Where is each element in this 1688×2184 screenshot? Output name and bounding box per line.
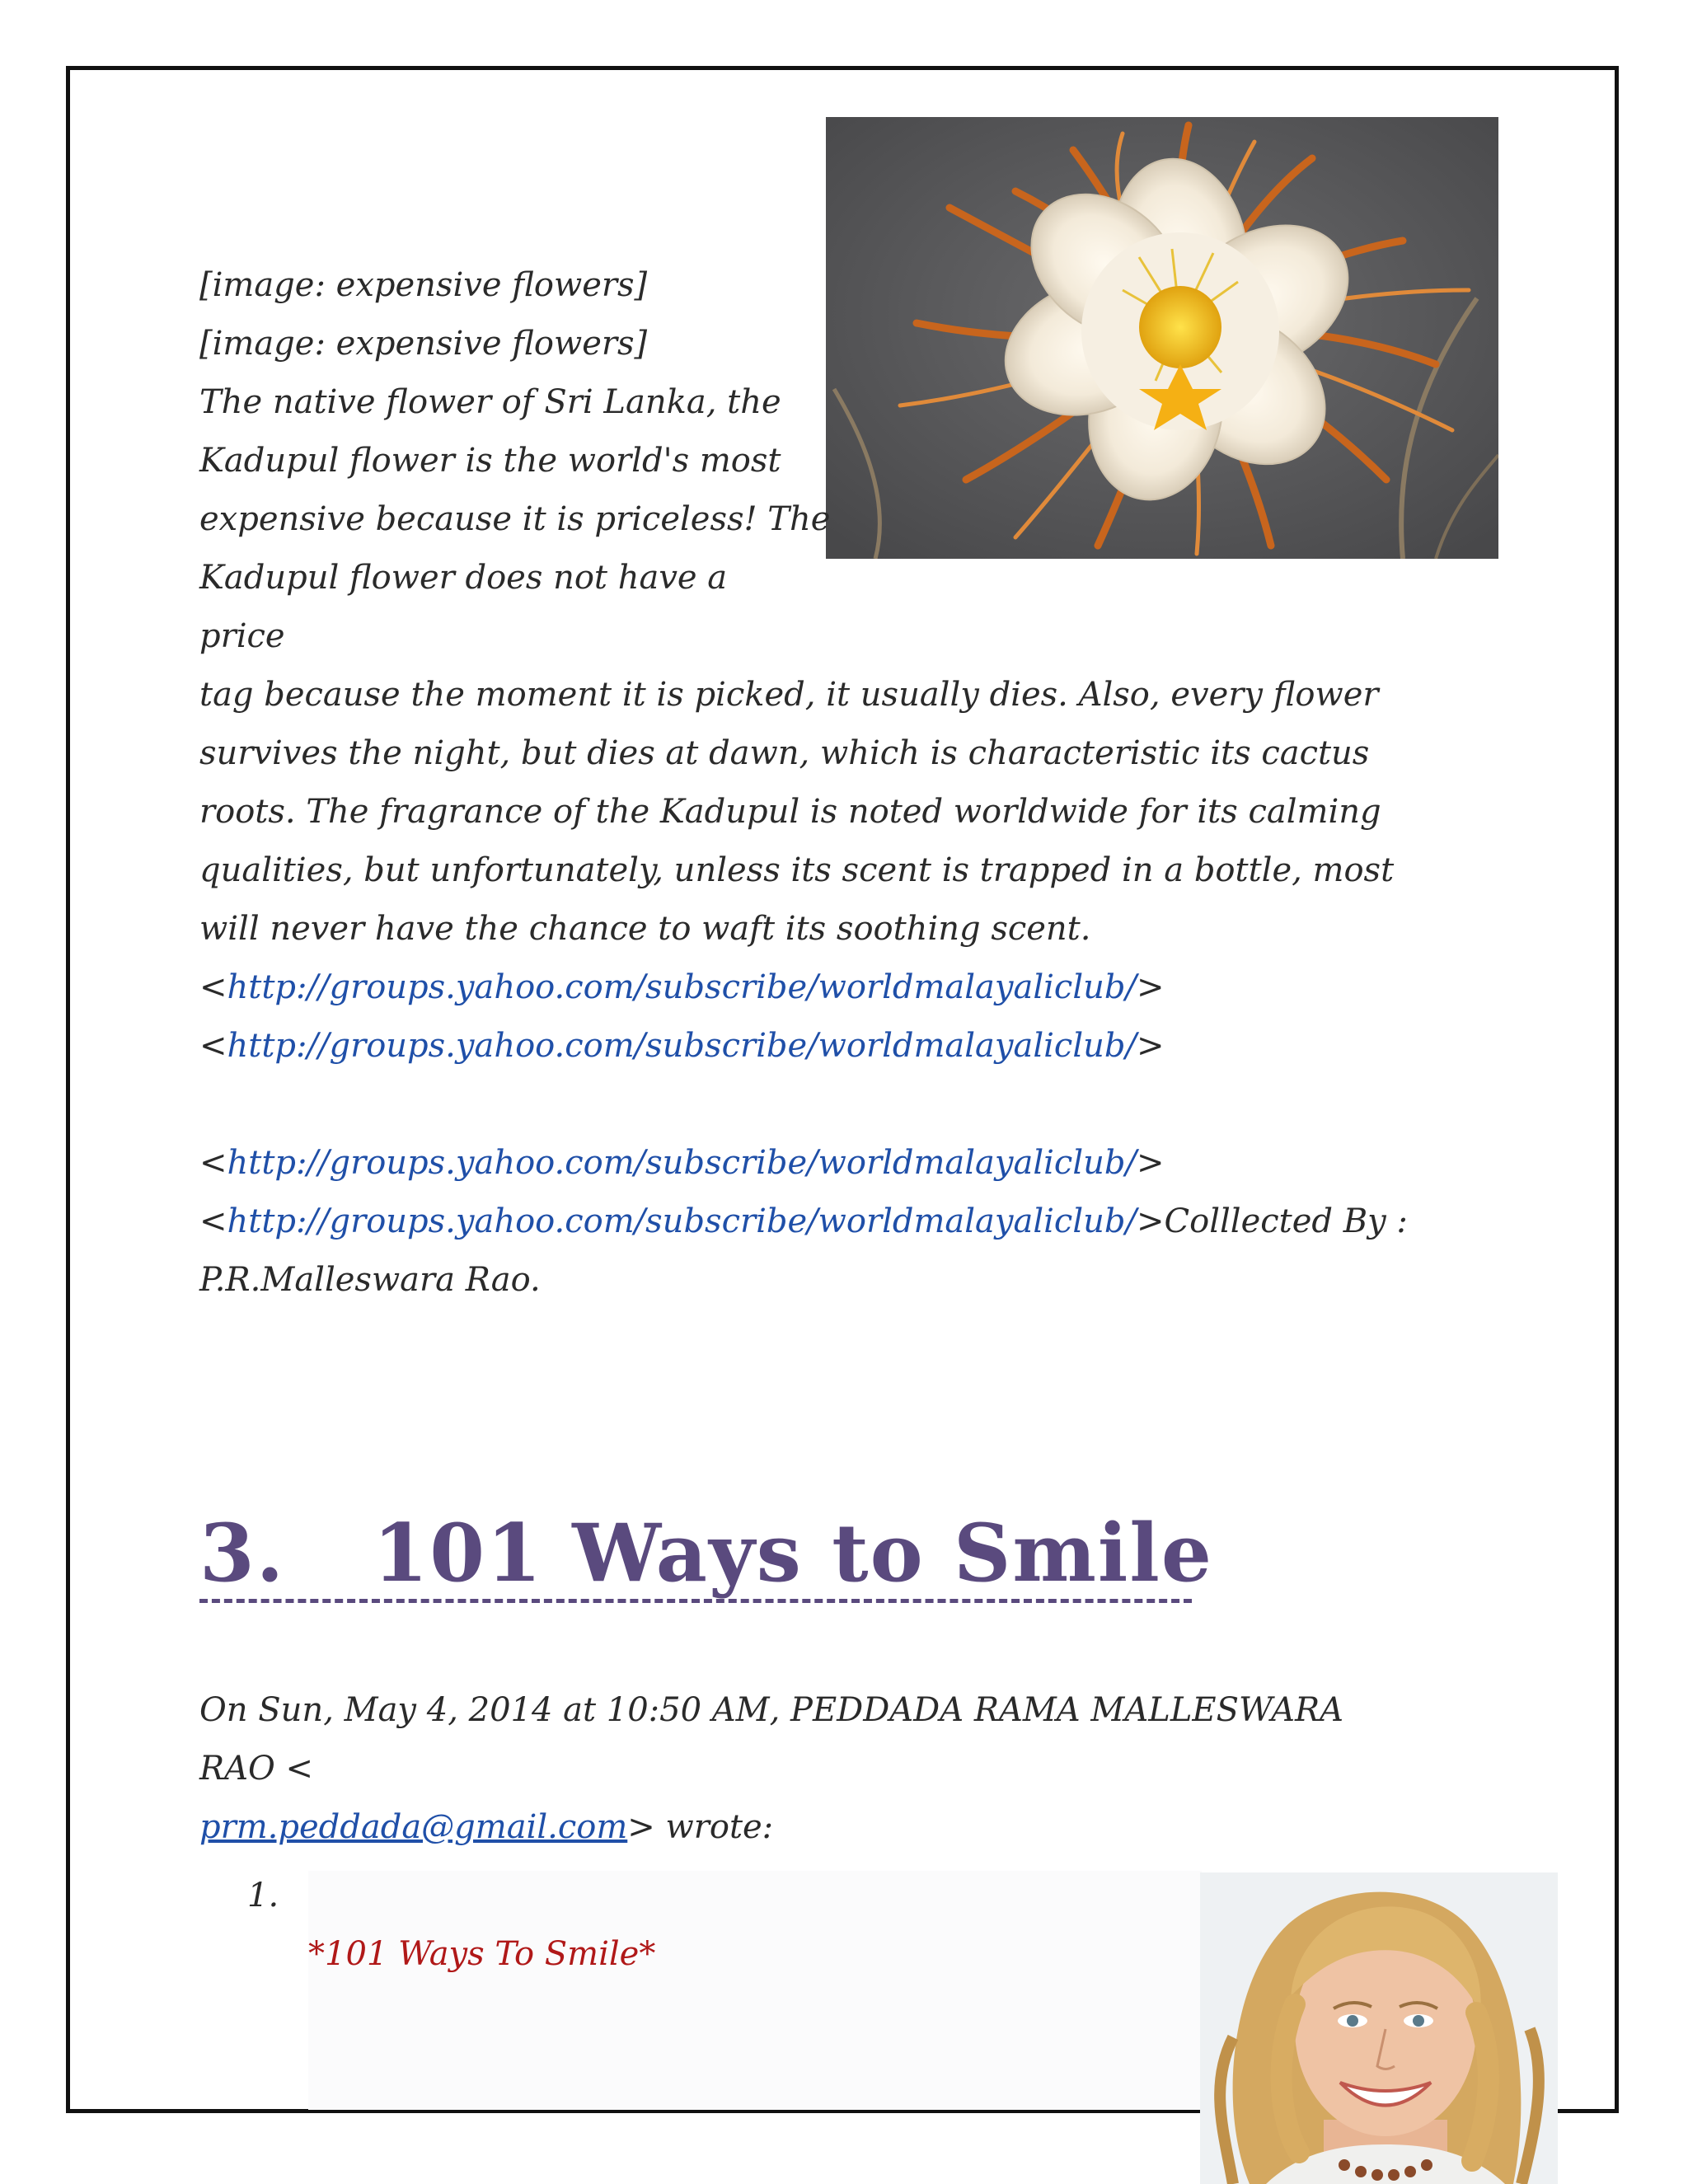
bracket: > [1136, 968, 1165, 1006]
smiling-woman-photo [1200, 1872, 1558, 2184]
yahoo-group-link[interactable]: http://groups.yahoo.com/subscribe/worldmalayaliclub/ [227, 1202, 1137, 1240]
image-alt-text-2: [image: expensive flowers] [199, 325, 648, 363]
article-line: Kadupul flower does not have a [199, 559, 728, 597]
image-alt-text-1: [image: expensive flowers] [199, 266, 648, 304]
section-heading: 3. 101 Ways to Smile [199, 1507, 1213, 1600]
bracket: < [199, 968, 227, 1006]
author-name: P.R.Malleswara Rao. [199, 1261, 541, 1299]
list-content-area [308, 1871, 1202, 2110]
article-line: tag because the moment it is picked, it usually dies. Also, every flower [199, 676, 1379, 714]
wrote-label: > wrote: [627, 1808, 774, 1846]
email-address-link[interactable]: prm.peddada@gmail.com [199, 1808, 628, 1846]
email-header-line: On Sun, May 4, 2014 at 10:50 AM, PEDDADA RAMA MALLESWARA [199, 1691, 1343, 1729]
link-line [199, 1193, 1408, 1251]
list-number: 1. [247, 1877, 279, 1915]
heading-underline [199, 1599, 1192, 1603]
list-item-title: *101 Ways To Smile* [308, 1935, 656, 1973]
link-line [199, 1017, 1165, 1076]
bracket: < [199, 1027, 227, 1065]
bracket: > [1136, 1144, 1165, 1182]
article-line: price [199, 617, 285, 655]
link-line [199, 958, 1165, 1017]
bracket: < [199, 1202, 227, 1240]
collected-by-label: Colllected By : [1164, 1202, 1408, 1240]
email-header-line: RAO < [199, 1750, 314, 1788]
article-line: will never have the chance to waft its soothing scent. [199, 910, 1091, 948]
yahoo-group-link[interactable]: http://groups.yahoo.com/subscribe/worldmalayaliclub/ [227, 1027, 1137, 1065]
yahoo-group-link[interactable]: http://groups.yahoo.com/subscribe/worldmalayaliclub/ [227, 968, 1137, 1006]
kadupul-flower-photo [826, 117, 1498, 559]
bracket: > [1136, 1027, 1165, 1065]
flower-illustration [826, 117, 1498, 559]
email-header-line [199, 1798, 773, 1857]
article-line: The native flower of Sri Lanka, the [199, 383, 781, 421]
bracket: > [1136, 1202, 1165, 1240]
article-line: survives the night, but dies at dawn, which is characteristic its cactus [199, 734, 1370, 772]
article-line: Kadupul flower is the world's most [199, 442, 781, 480]
woman-illustration [1200, 1872, 1558, 2184]
article-line: roots. The fragrance of the Kadupul is noted worldwide for its calming [199, 793, 1381, 831]
link-line [199, 1134, 1165, 1193]
yahoo-group-link[interactable]: http://groups.yahoo.com/subscribe/worldmalayaliclub/ [227, 1144, 1137, 1182]
article-line: expensive because it is priceless! The [199, 500, 831, 538]
bracket: < [199, 1144, 227, 1182]
article-line: qualities, but unfortunately, unless its scent is trapped in a bottle, most [199, 851, 1395, 889]
